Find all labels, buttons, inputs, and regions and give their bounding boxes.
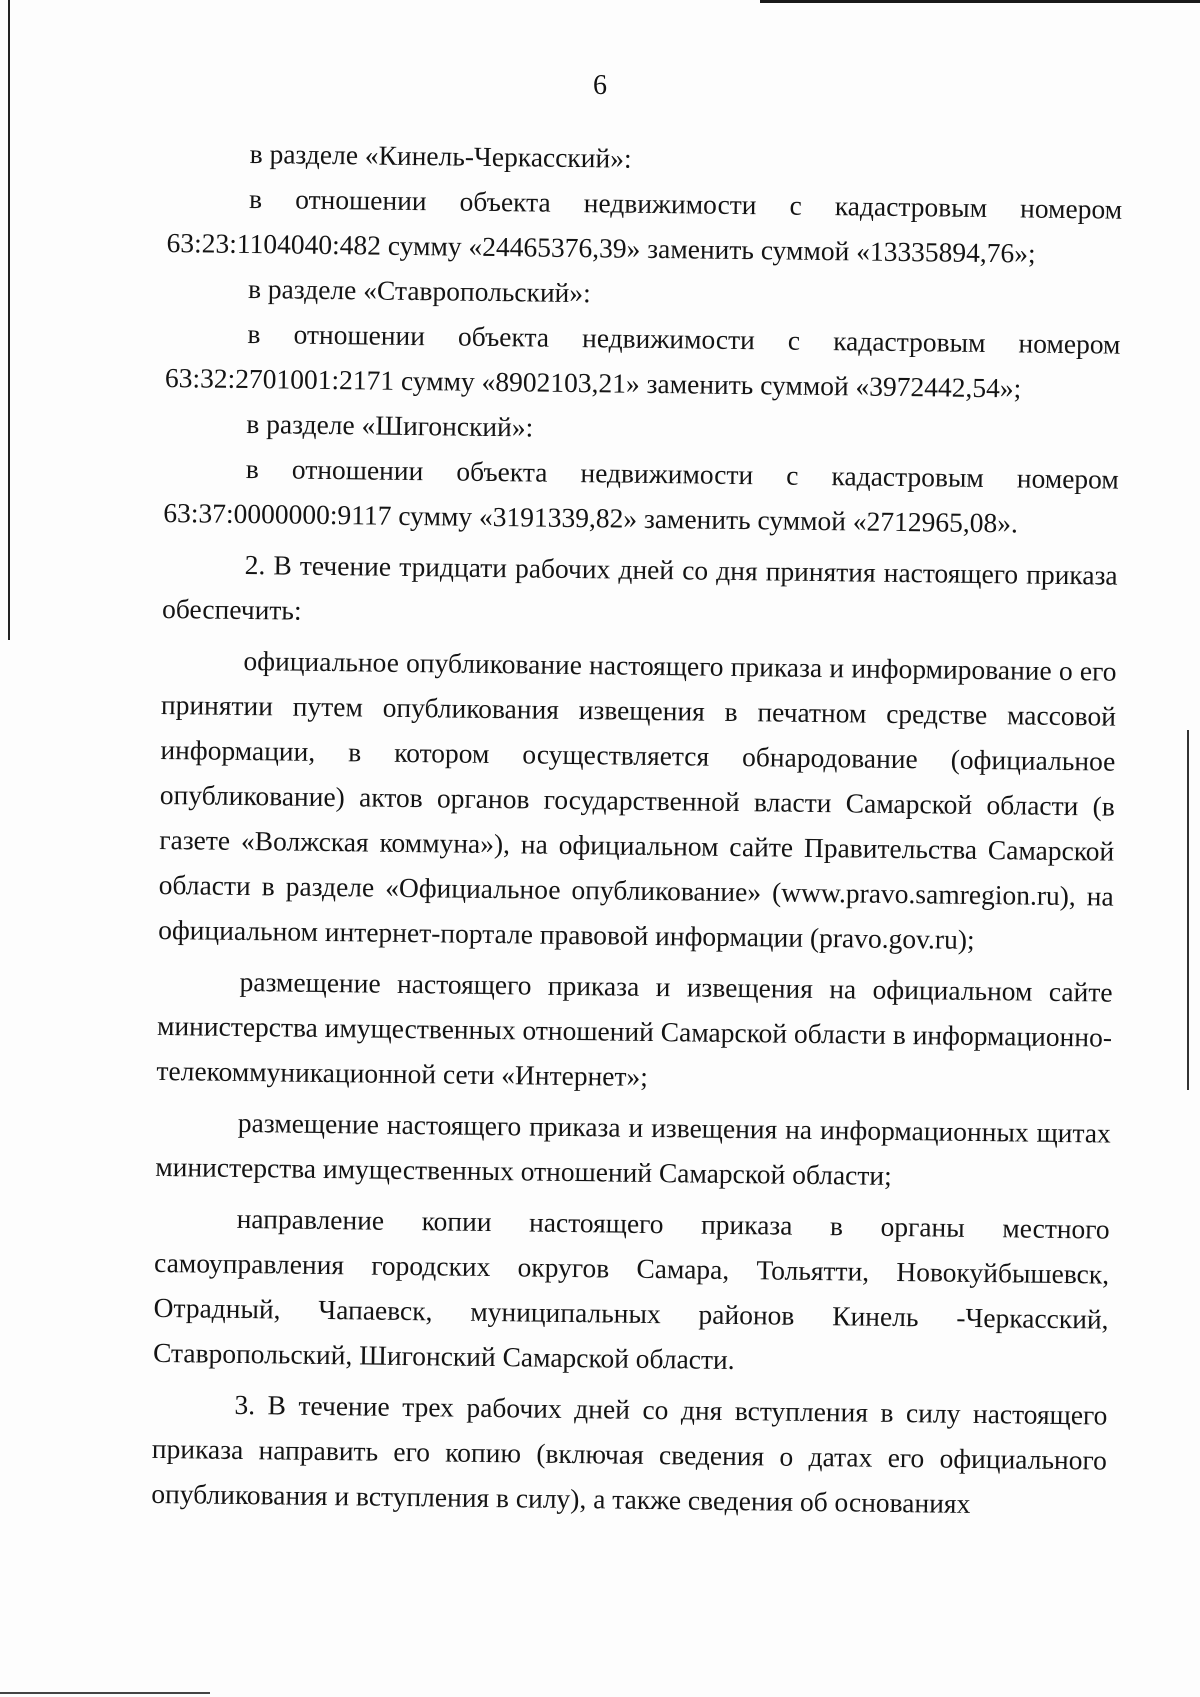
scan-edge-bottom bbox=[0, 1692, 210, 1694]
section-heading-shigonsky: в разделе «Шигонский»: bbox=[246, 407, 534, 443]
info-boards-paragraph: размещение настоящего приказа и извещения на информационных щитах министерства имущественных отношений Самарской области; bbox=[155, 1106, 1112, 1191]
copy-direction-paragraph: направление копии настоящего приказа в органы местного самоуправления городских округов Самара, Тольятти, Новокуйбышевск, Отрадный, Чапаевск, муниципальных районов Кинель -Черкасский, Ставропольский, Шигонский Самарской области. bbox=[152, 1202, 1110, 1376]
scan-edge-right bbox=[1187, 730, 1189, 1090]
section-heading-kinel-cherkassky: в разделе «Кинель-Черкасский»: bbox=[249, 138, 632, 174]
amendment-paragraph: в отношении объекта недвижимости с кадастровым номером 63:32:2701001:2171 сумму «8902103,21» заменить суммой «3972442,54»; bbox=[164, 317, 1121, 404]
document-body bbox=[151, 130, 1123, 1528]
amendment-paragraph: в отношении объекта недвижимости с кадастровым номером 63:37:0000000:9117 сумму «3191339,82» заменить суммой «2712965,08». bbox=[163, 452, 1119, 539]
publication-paragraph: официальное опубликование настоящего приказа и информирование о его принятии путем опубликования извещения в печатном средстве массовой информации, в котором осуществляется обнародование (официальное опубликование) актов органов государственной власти Самарской области (в газете «Волжская коммуна»), на официальном сайте Правительства Самарской области в разделе «Официальное опубликование» (www.pravo.samregion.ru), на официальном интернет-портале правовой информации (pravo.gov.ru); bbox=[158, 644, 1117, 955]
clause-2-paragraph: 2. В течение тридцати рабочих дней со дня принятия настоящего приказа обеспечить: bbox=[161, 548, 1118, 626]
section-heading-stavropolsky: в разделе «Ставропольский»: bbox=[247, 272, 591, 309]
clause-3-paragraph: 3. В течение трех рабочих дней со дня вступления в силу настоящего приказа направить его копию (включая сведения о датах его официального опубликования и вступления в силу), а также сведения об основаниях bbox=[151, 1388, 1108, 1519]
scan-edge-top bbox=[760, 0, 1200, 3]
website-placement-paragraph: размещение настоящего приказа и извещения на официальном сайте министерства имущественных отношений Самарской области в информационно-телекоммуникационной сети «Интернет»; bbox=[156, 965, 1113, 1092]
amendment-paragraph: в отношении объекта недвижимости с кадастровым номером 63:23:1104040:482 сумму «24465376,39» заменить суммой «13335894,76»; bbox=[166, 182, 1123, 269]
page-number: 6 bbox=[593, 70, 607, 101]
